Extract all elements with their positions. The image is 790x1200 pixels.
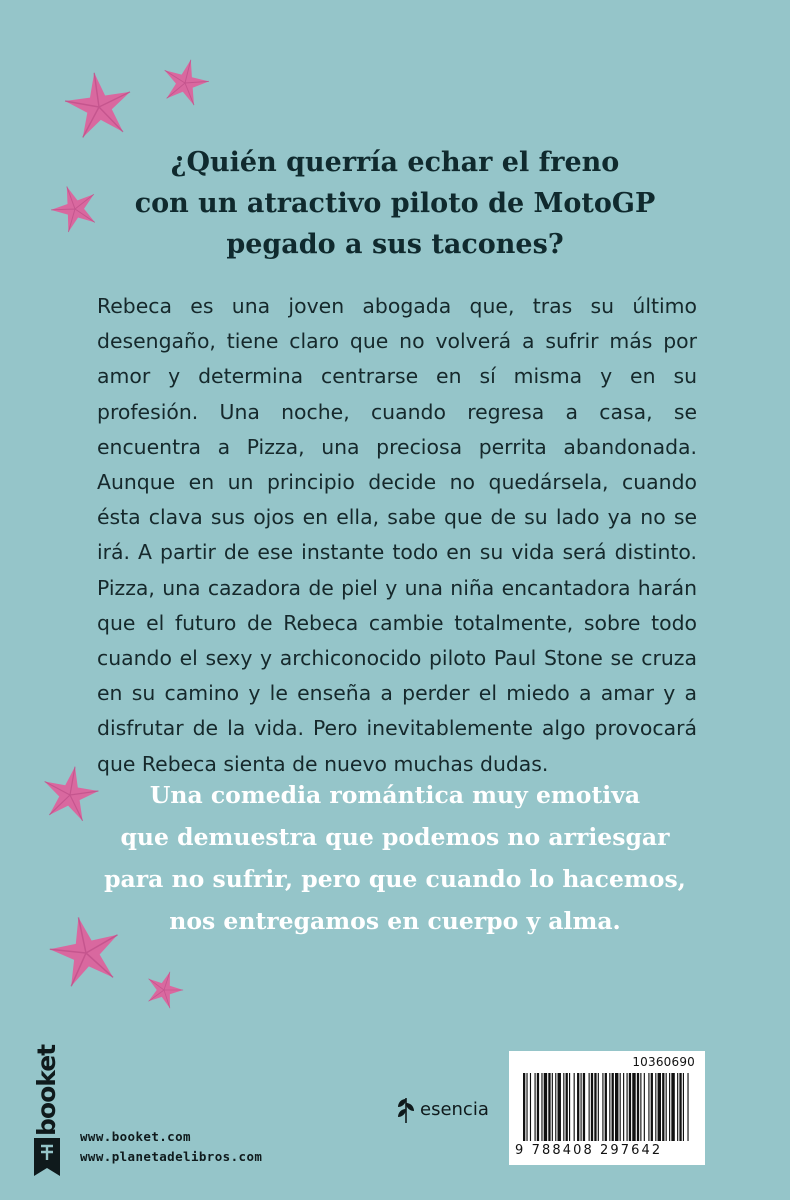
barcode-bar: [541, 1073, 542, 1141]
barcode-bar: [629, 1073, 631, 1141]
barcode-bar: [627, 1073, 628, 1141]
headline: [95, 142, 695, 265]
booket-logo-text: booket: [32, 1044, 61, 1136]
barcode-bar: [583, 1073, 585, 1141]
barcode-bar: [620, 1073, 621, 1141]
barcode-bar: [581, 1073, 582, 1141]
barcode-bar: [648, 1073, 649, 1141]
barcode-bar: [555, 1073, 556, 1141]
barcode-bar: [566, 1073, 568, 1141]
barcode-bar: [662, 1073, 664, 1141]
barcode-bar: [552, 1073, 553, 1141]
isbn-number: 9 788408 297642: [515, 1143, 663, 1158]
barcode-bar: [574, 1073, 575, 1141]
barcode-bar: [679, 1073, 681, 1141]
barcode-bars: [523, 1073, 691, 1141]
barcode-bar: [683, 1073, 684, 1141]
barcode-bar: [655, 1073, 656, 1141]
barcode-bar: [548, 1073, 550, 1141]
barcode-bar: [523, 1073, 525, 1141]
website-url[interactable]: www.planetadelibros.com: [80, 1149, 263, 1164]
barcode: [509, 1051, 705, 1165]
booket-logo: [27, 1044, 67, 1176]
headline-line: con un atractivo piloto de MotoGP: [134, 188, 656, 219]
barcode-bar: [658, 1073, 661, 1141]
barcode-bar: [598, 1073, 599, 1141]
pink-star-icon: [50, 184, 100, 234]
barcode-bar: [605, 1073, 607, 1141]
barcode-bar: [669, 1073, 670, 1141]
barcode-bar: [615, 1073, 618, 1141]
tagline-line: para no sufrir, pero que cuando lo hacemos,: [104, 865, 686, 893]
barcode-bar: [612, 1073, 614, 1141]
barcode-bar: [535, 1073, 536, 1141]
barcode-bar: [637, 1073, 639, 1141]
barcode-bar: [671, 1073, 674, 1141]
headline-line: ¿Quién querría echar el freno: [170, 147, 620, 178]
barcode-bar: [651, 1073, 653, 1141]
barcode-bar: [544, 1073, 547, 1141]
tagline-line: que demuestra que podemos no arriesgar: [120, 823, 670, 851]
barcode-bar: [569, 1073, 570, 1141]
headline-line: pegado a sus tacones?: [226, 229, 564, 260]
barcode-bar: [687, 1073, 688, 1141]
tagline-line: nos entregamos en cuerpo y alma.: [169, 907, 621, 935]
barcode-bar: [563, 1073, 564, 1141]
website-url[interactable]: www.booket.com: [80, 1129, 191, 1144]
barcode-bar: [644, 1073, 645, 1141]
barcode-bar: [677, 1073, 678, 1141]
barcode-bar: [589, 1073, 590, 1141]
barcode-bar: [602, 1073, 603, 1141]
pink-star-icon: [40, 765, 100, 825]
pink-star-icon: [144, 970, 184, 1010]
barcode-bar: [666, 1073, 667, 1141]
barcode-bar: [591, 1073, 593, 1141]
barcode-bar: [558, 1073, 561, 1141]
esencia-logo: [396, 1093, 489, 1125]
synopsis-paragraph: Rebeca es una joven abogada que, tras su último desengaño, tiene claro que no volverá a sufrir más por amor y determina centrarse en sí misma y en su profesión. Una noche, cuando regresa a casa, se encuentra a Pizza, una preciosa perrita abandonada. Aunque en un principio decide no quedársela, cuando ésta clava sus ojos en ella, sabe que de su lado ya no se irá. A partir de ese instante todo en su vida será distinto. Pizza, una cazadora de piel y una niña encantadora harán que el futuro de Rebeca cambie totalmente, sobre todo cuando el sexy y archiconocido piloto Paul Stone se cruza en su camino y le enseña a perder el miedo a amar y a disfrutar de la vida. Pero inevitablemente algo provocará que Rebeca sienta de nuevo muchas dudas.: [97, 294, 697, 776]
barcode-bar: [537, 1073, 539, 1141]
booket-tag-icon: [34, 1138, 60, 1176]
barcode-bar: [632, 1073, 635, 1141]
barcode-bar: [609, 1073, 610, 1141]
pink-star-icon: [63, 71, 135, 143]
tagline-line: Una comedia romántica muy emotiva: [149, 781, 641, 809]
barcode-bar: [577, 1073, 579, 1141]
pink-star-icon: [160, 58, 210, 108]
barcode-bar: [526, 1073, 527, 1141]
tagline: [95, 774, 695, 942]
barcode-bar: [640, 1073, 641, 1141]
barcode-top-code: 10360690: [632, 1055, 695, 1069]
barcode-bar: [594, 1073, 596, 1141]
barcode-bar: [530, 1073, 531, 1141]
imprint-name: esencia: [420, 1098, 489, 1120]
leaf-sprig-icon: [396, 1094, 416, 1124]
barcode-bar: [623, 1073, 624, 1141]
